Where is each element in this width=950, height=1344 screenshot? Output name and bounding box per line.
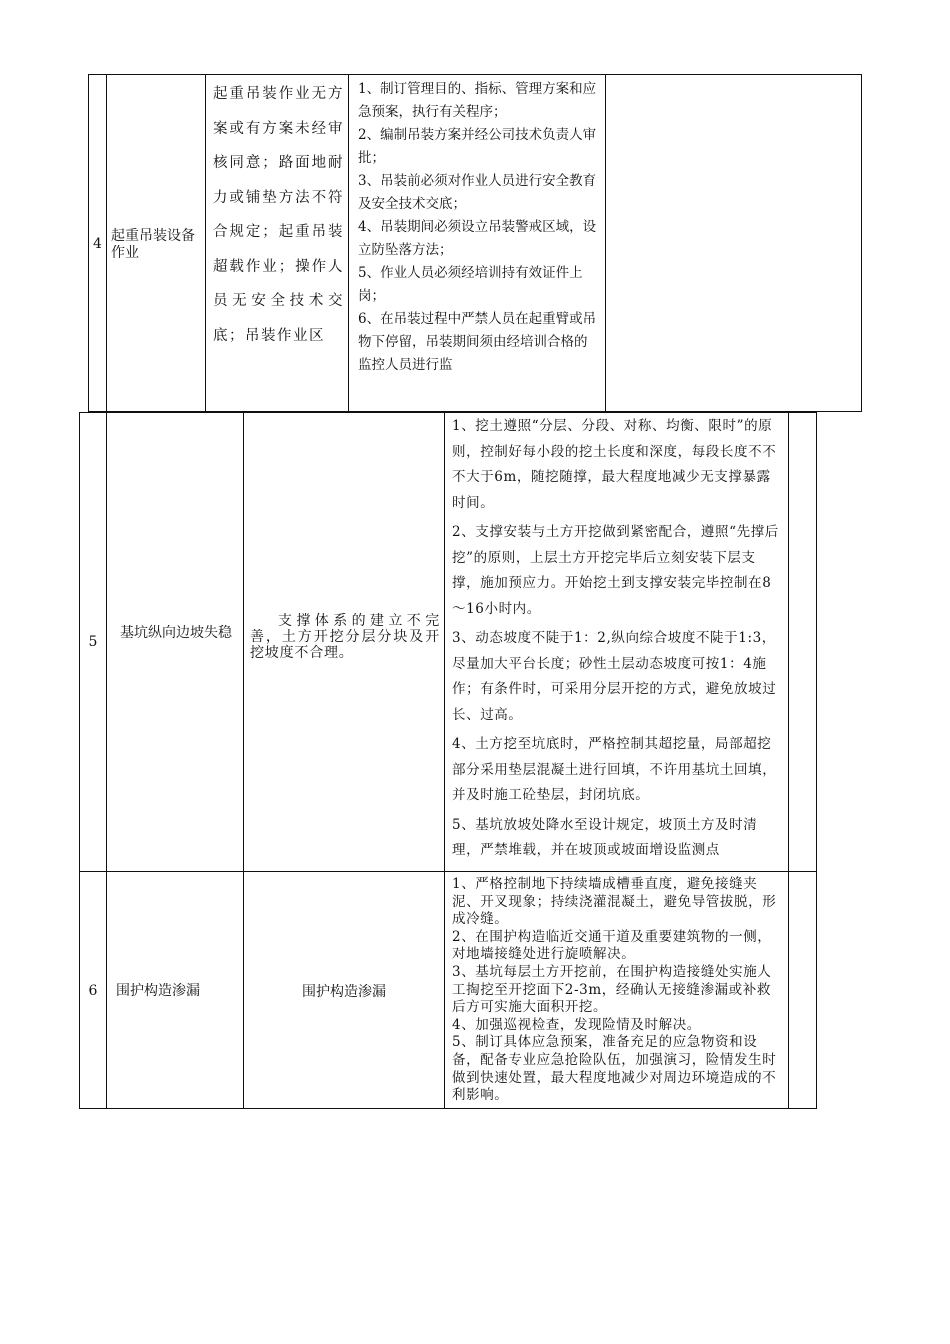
measure-item: 1、严格控制地下持续墙成槽垂直度，避免接缝夹泥、开叉现象；持续浇灌混凝土，避免导管拔脱，形成冷缝。 [452,876,777,928]
measure-item: 4、土方挖至坑底时，严格控制其超挖量，局部超挖部分采用垫层混凝土进行回填，不许用基坑土回填，并及时施工砼垫层，封闭坑底。 [452,736,777,803]
table-row-4 [88,74,862,412]
hazard-name: 起重吊装设备作业 [111,228,195,261]
control-measures [350,78,605,412]
measure-item: 1、挖土遵照“分层、分段、对称、均衡、限时”的原则，控制好每小段的挖土长度和深度，每段长度不不不大于6m，随挖随撑，最大程度地减少无支撑暴露时间。 [452,418,777,511]
row-number: 4 [93,236,102,252]
measure-item: 2、支撑安装与土方开挖做到紧密配合，遵照“先撑后挖”的原则，上层土方开挖完毕后立刻安装下层支撑，施加预应力。开始挖土到支撑安装完毕控制在8～16小时内。 [452,524,779,617]
hazard-cause: 围护构造渗漏 [302,984,386,1000]
measure-item: 3、吊装前必须对作业人员进行安全教育及安全技术交底； [358,173,597,212]
measure-item: 4、加强巡视检查，发现险情及时解决。 [452,1016,701,1033]
empty-cell [607,75,862,412]
measure-item: 2、编制吊装方案并经公司技术负责人审批； [358,127,597,166]
table-rows-5-6 [79,412,817,1109]
hazard-cause: 支撑体系的建立不完善，土方开挖分层分块及开挖坡度不合理。 [250,613,440,661]
measure-item: 5、作业人员必须经培训持有效证件上岗； [358,265,583,304]
control-measures [445,876,788,1109]
row-number: 6 [88,983,98,999]
hazard-name: 基坑纵向边坡失稳 [120,625,232,641]
control-measures [445,414,788,871]
measure-item: 1、制订管理目的、指标、管理方案和应急预案，执行有关程序； [358,81,597,120]
measure-item: 3、基坑每层土方开挖前，在围护构造接缝处实施人工掏挖至开挖面下2-3m，经确认无接缝渗漏或补救后方可实施大面积开挖。 [452,963,772,1016]
measure-item: 2、在围护构造临近交通干道及重要建筑物的一侧，对地墙接缝处进行旋喷解决。 [452,928,772,963]
hazard-cause: 起重吊装作业无方案或有方案未经审核同意；路面地耐力或铺垫方法不符合规定；起重吊装超载作业；操作人员无安全技术交底；吊装作业区 [213,86,344,344]
empty-cell [789,413,817,871]
measure-item: 3、动态坡度不陡于1：2,纵向综合坡度不陡于1:3，尽量加大平台长度；砂性土层动态坡度可按1：4施作；有条件时，可采用分层开挖的方式，避免放坡过长、过高。 [452,630,777,723]
row-number: 5 [88,634,98,650]
empty-cell [789,872,817,1109]
hazard-name: 围护构造渗漏 [116,982,200,999]
measure-item: 5、基坑放坡处降水至设计规定，坡顶土方及时清理，严禁堆载，并在坡顶或坡面增设监测点 [452,816,758,858]
measure-item: 5、制订具体应急预案，准备充足的应急物资和设备，配备专业应急抢险队伍，加强演习，险情发生时做到快速处置，最大程度地减少对周边环境造成的不利影响。 [452,1034,777,1104]
measure-item: 6、在吊装过程中严禁人员在起重臂或吊物下停留，吊装期间须由经培训合格的监控人员进行监 [358,311,597,373]
measure-item: 4、吊装期间必须设立吊装警戒区域，设立防坠落方法； [358,219,597,258]
